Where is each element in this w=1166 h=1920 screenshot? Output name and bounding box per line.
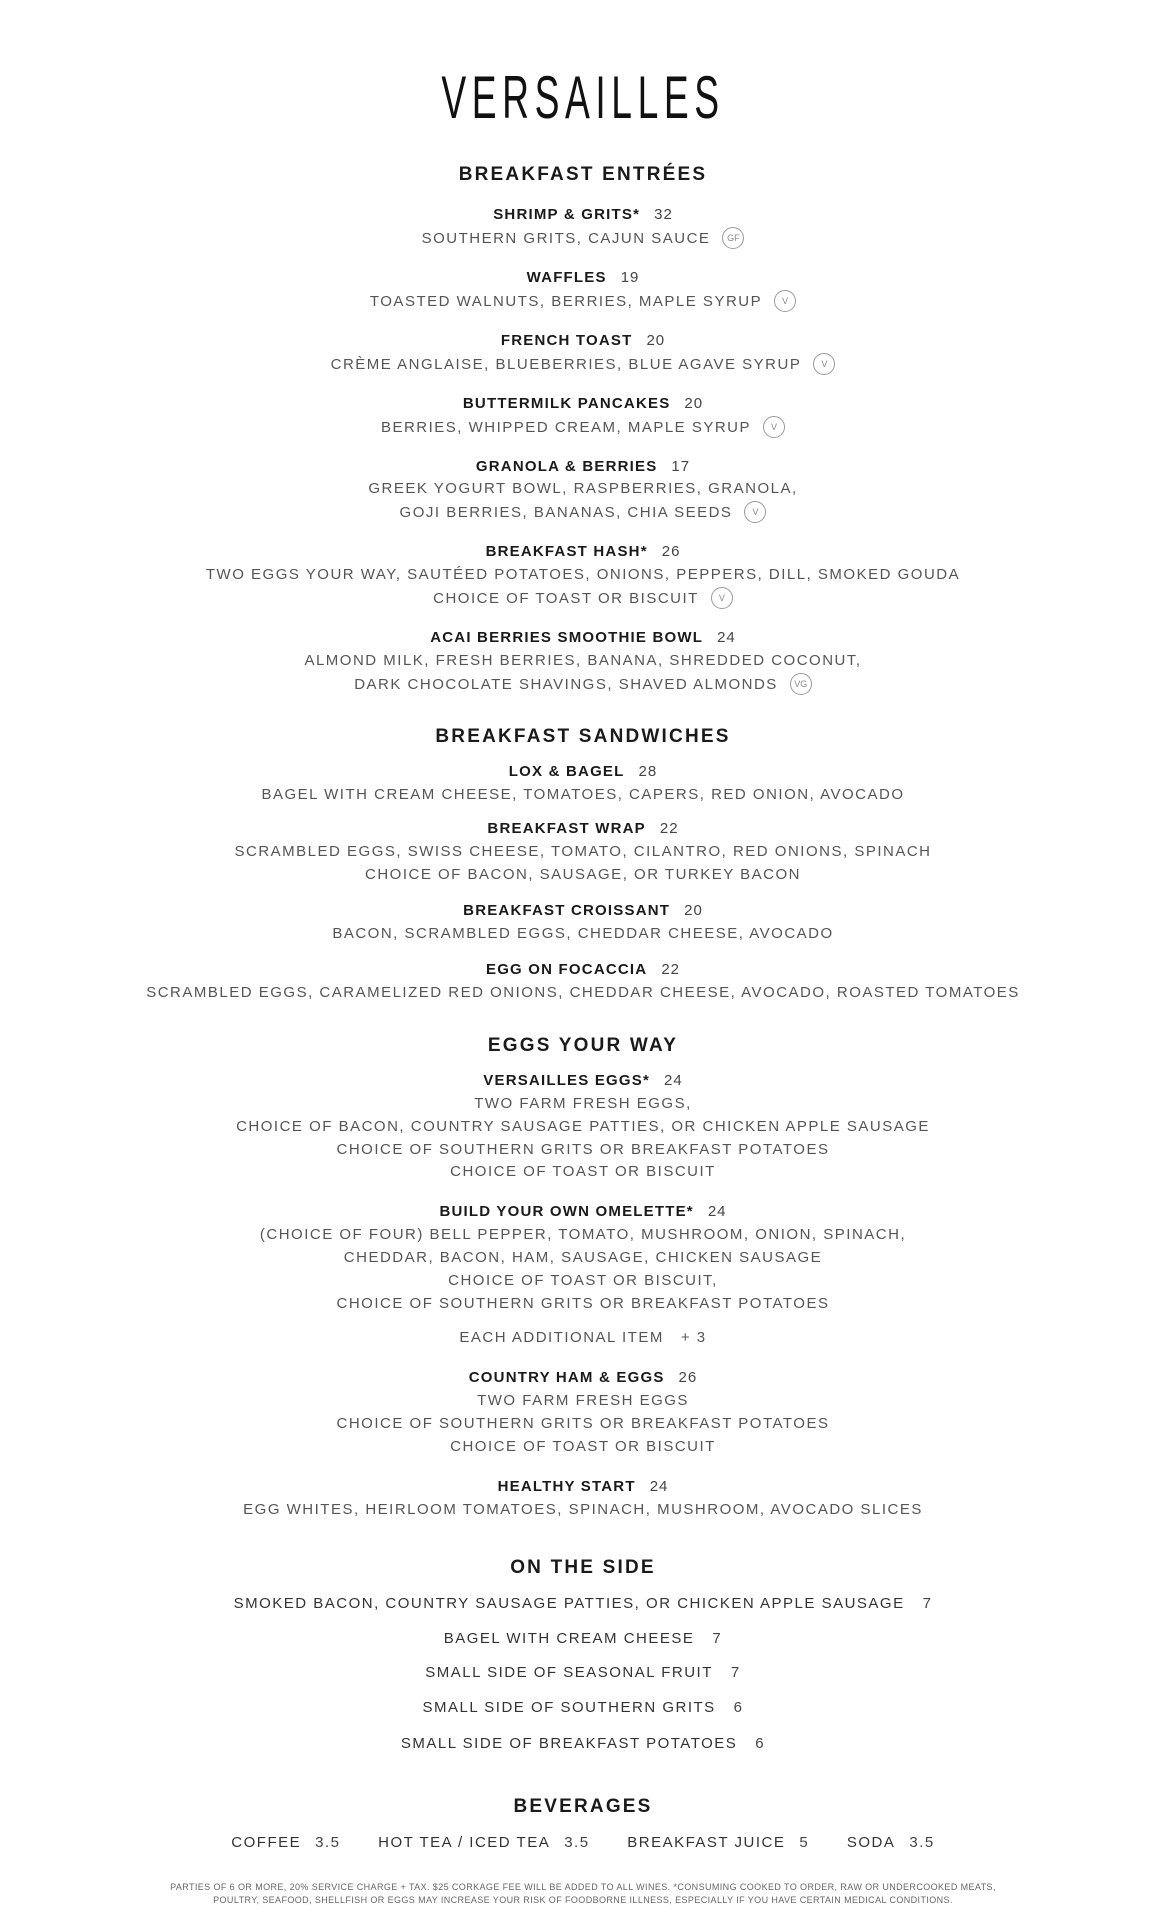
item-description: [0, 354, 1166, 376]
item-description: CHOICE OF SOUTHERN GRITS OR BREAKFAST POTATOES: [336, 1295, 830, 1312]
menu-item-title: [0, 960, 1166, 980]
item-price: 24: [649, 1478, 669, 1495]
item-price: 24: [664, 1072, 683, 1089]
item-description: [0, 674, 1166, 696]
item-name: VERSAILLES EGGS*: [483, 1072, 651, 1089]
beverage-item: [231, 1834, 340, 1851]
side-item: [0, 1594, 1166, 1614]
item-description: BAGEL WITH CREAM CHEESE, TOMATOES, CAPERS, RED ONION, AVOCADO: [261, 786, 905, 803]
description-line: DARK CHOCOLATE SHAVINGS, SHAVED ALMONDS: [354, 675, 778, 693]
item-description: CHOICE OF BACON, SAUSAGE, OR TURKEY BACON: [364, 866, 802, 883]
description-line: GOJI BERRIES, BANANAS, CHIA SEEDS: [399, 503, 733, 521]
side-item: [0, 1698, 1166, 1718]
item-description: SCRAMBLED EGGS, CARAMELIZED RED ONIONS, CHEDDAR CHEESE, AVOCADO, ROASTED TOMATOES: [146, 984, 1020, 1001]
menu-item-title: [0, 394, 1166, 414]
item-description: CHOICE OF TOAST OR BISCUIT: [450, 1163, 716, 1180]
beverage-item: [627, 1834, 809, 1851]
section-title-sandwiches: BREAKFAST SANDWICHES: [435, 726, 731, 747]
beverage-item: [378, 1834, 589, 1851]
item-name: LOX & BAGEL: [508, 763, 625, 780]
item-description: CHOICE OF TOAST OR BISCUIT,: [448, 1272, 718, 1289]
item-description: CHOICE OF SOUTHERN GRITS OR BREAKFAST POTATOES: [336, 1141, 830, 1158]
description-line: TOASTED WALNUTS, BERRIES, MAPLE SYRUP: [369, 292, 763, 310]
item-description: (CHOICE OF FOUR) BELL PEPPER, TOMATO, MUSHROOM, ONION, SPINACH,: [259, 1226, 907, 1243]
description-line: BERRIES, WHIPPED CREAM, MAPLE SYRUP: [380, 418, 752, 436]
item-name: BUTTERMILK PANCAKES: [462, 395, 671, 412]
item-price: 24: [717, 629, 736, 646]
vegetarian-badge-icon: V: [774, 290, 796, 312]
beverage-price: 3.5: [909, 1834, 935, 1851]
beverage-name: HOT TEA / ICED TEA: [378, 1834, 551, 1851]
section-title-beverages: BEVERAGES: [513, 1796, 653, 1817]
item-name: BREAKFAST HASH*: [485, 543, 648, 560]
side-item: [0, 1629, 1166, 1649]
footer-disclaimer-line: POULTRY, SEAFOOD, SHELLFISH OR EGGS MAY INCREASE YOUR RISK OF FOODBORNE ILLNESS, ESPECIALLY IF YOU HAVE CERTAIN MEDICAL CONDITIONS.: [213, 1895, 953, 1905]
item-description: CHOICE OF TOAST OR BISCUIT: [450, 1438, 716, 1455]
item-price: 28: [638, 763, 658, 780]
item-description: [0, 417, 1166, 439]
side-price: 6: [733, 1699, 744, 1716]
side-price: 6: [755, 1735, 766, 1752]
item-name: FRENCH TOAST: [500, 332, 633, 349]
item-description: CHOICE OF BACON, COUNTRY SAUSAGE PATTIES, OR CHICKEN APPLE SAUSAGE: [236, 1118, 930, 1135]
item-description: ALMOND MILK, FRESH BERRIES, BANANA, SHREDDED COCONUT,: [304, 652, 862, 669]
item-price: 19: [620, 269, 640, 286]
brand-logo: VERSAILLES: [441, 64, 725, 131]
vegetarian-badge-icon: V: [813, 353, 835, 375]
item-description: [0, 291, 1166, 313]
item-name: EGG ON FOCACCIA: [485, 961, 648, 978]
menu-item-title: [0, 762, 1166, 782]
item-description: CHOICE OF SOUTHERN GRITS OR BREAKFAST POTATOES: [336, 1415, 830, 1432]
side-price: 7: [922, 1595, 933, 1612]
item-price: 26: [678, 1369, 698, 1386]
item-name: BUILD YOUR OWN OMELETTE*: [439, 1203, 694, 1220]
item-price: 17: [671, 458, 691, 475]
item-description: TWO EGGS YOUR WAY, SAUTÉED POTATOES, ONIONS, PEPPERS, DILL, SMOKED GOUDA: [205, 566, 961, 583]
description-line: CHOICE OF TOAST OR BISCUIT: [433, 589, 699, 607]
beverage-name: SODA: [846, 1834, 896, 1851]
additional-item-note: EACH ADDITIONAL ITEM + 3: [459, 1329, 707, 1346]
item-description: TWO FARM FRESH EGGS,: [474, 1095, 692, 1112]
beverage-name: BREAKFAST JUICE: [627, 1834, 786, 1851]
item-name: BREAKFAST CROISSANT: [463, 902, 671, 919]
footer-disclaimer-line: PARTIES OF 6 OR MORE, 20% SERVICE CHARGE + TAX. $25 CORKAGE FEE WILL BE ADDED TO ALL WINES. *CONSUMING COOKED TO ORDER, RAW OR UNDERCOOKED MEATS,: [170, 1882, 996, 1892]
menu-item-title: [0, 819, 1166, 839]
menu-item-title: [0, 1477, 1166, 1497]
item-name: BREAKFAST WRAP: [487, 820, 646, 837]
beverage-item: [847, 1834, 935, 1851]
item-price: 22: [659, 820, 679, 837]
item-price: 26: [661, 543, 681, 560]
item-price: 24: [707, 1203, 727, 1220]
section-title-eggs: EGGS YOUR WAY: [487, 1035, 679, 1056]
vegan-badge-icon: VG: [790, 673, 812, 695]
gluten-free-badge-icon: GF: [722, 227, 744, 249]
menu-item-title: [0, 1368, 1166, 1388]
menu-item-title: [0, 901, 1166, 921]
vegetarian-badge-icon: V: [744, 501, 766, 523]
section-title-entrees: BREAKFAST ENTRÉES: [458, 164, 708, 185]
item-name: HEALTHY START: [497, 1478, 636, 1495]
menu-item-title: [0, 628, 1166, 648]
beverage-list: [0, 1833, 1166, 1853]
vegetarian-badge-icon: V: [711, 587, 733, 609]
item-price: 20: [646, 332, 666, 349]
description-line: SOUTHERN GRITS, CAJUN SAUCE: [421, 229, 711, 247]
item-price: 32: [654, 206, 673, 223]
beverage-price: 5: [799, 1834, 810, 1851]
item-description: [0, 588, 1166, 610]
side-name: BAGEL WITH CREAM CHEESE: [443, 1630, 695, 1647]
menu-item-title: [0, 205, 1166, 225]
side-price: 7: [730, 1664, 741, 1681]
side-name: SMALL SIDE OF SEASONAL FRUIT: [425, 1664, 713, 1681]
side-price: 7: [712, 1630, 723, 1647]
menu-item-title: [0, 268, 1166, 288]
beverage-price: 3.5: [315, 1834, 341, 1851]
item-description: CHEDDAR, BACON, HAM, SAUSAGE, CHICKEN SAUSAGE: [343, 1249, 823, 1266]
item-name: SHRIMP & GRITS*: [493, 206, 641, 223]
side-name: SMALL SIDE OF SOUTHERN GRITS: [422, 1699, 716, 1716]
side-item: [0, 1663, 1166, 1683]
item-description: TWO FARM FRESH EGGS: [477, 1392, 689, 1409]
item-name: ACAI BERRIES SMOOTHIE BOWL: [430, 629, 704, 646]
item-price: 20: [684, 395, 704, 412]
side-name: SMALL SIDE OF BREAKFAST POTATOES: [400, 1735, 738, 1752]
section-title-side: ON THE SIDE: [510, 1557, 656, 1578]
item-description: [0, 502, 1166, 524]
item-description: SCRAMBLED EGGS, SWISS CHEESE, TOMATO, CILANTRO, RED ONIONS, SPINACH: [234, 843, 932, 860]
item-name: COUNTRY HAM & EGGS: [468, 1369, 665, 1386]
item-price: 20: [684, 902, 703, 919]
item-price: 22: [661, 961, 681, 978]
item-name: GRANOLA & BERRIES: [475, 458, 658, 475]
menu-item-title: [0, 542, 1166, 562]
beverage-price: 3.5: [564, 1834, 590, 1851]
item-name: WAFFLES: [526, 269, 607, 286]
item-description: BACON, SCRAMBLED EGGS, CHEDDAR CHEESE, AVOCADO: [332, 925, 834, 942]
description-line: CRÈME ANGLAISE, BLUEBERRIES, BLUE AGAVE SYRUP: [330, 355, 802, 373]
side-name: SMOKED BACON, COUNTRY SAUSAGE PATTIES, OR CHICKEN APPLE SAUSAGE: [233, 1595, 905, 1612]
side-item: [0, 1734, 1166, 1754]
menu-item-title: [0, 1202, 1166, 1222]
menu-item-title: [0, 331, 1166, 351]
menu-item-title: [0, 1071, 1166, 1091]
vegetarian-badge-icon: V: [763, 416, 785, 438]
menu-item-title: [0, 457, 1166, 477]
item-description: EGG WHITES, HEIRLOOM TOMATOES, SPINACH, MUSHROOM, AVOCADO SLICES: [243, 1501, 923, 1518]
item-description: [0, 228, 1166, 250]
item-description: GREEK YOGURT BOWL, RASPBERRIES, GRANOLA,: [368, 480, 798, 497]
beverage-name: COFFEE: [231, 1834, 302, 1851]
